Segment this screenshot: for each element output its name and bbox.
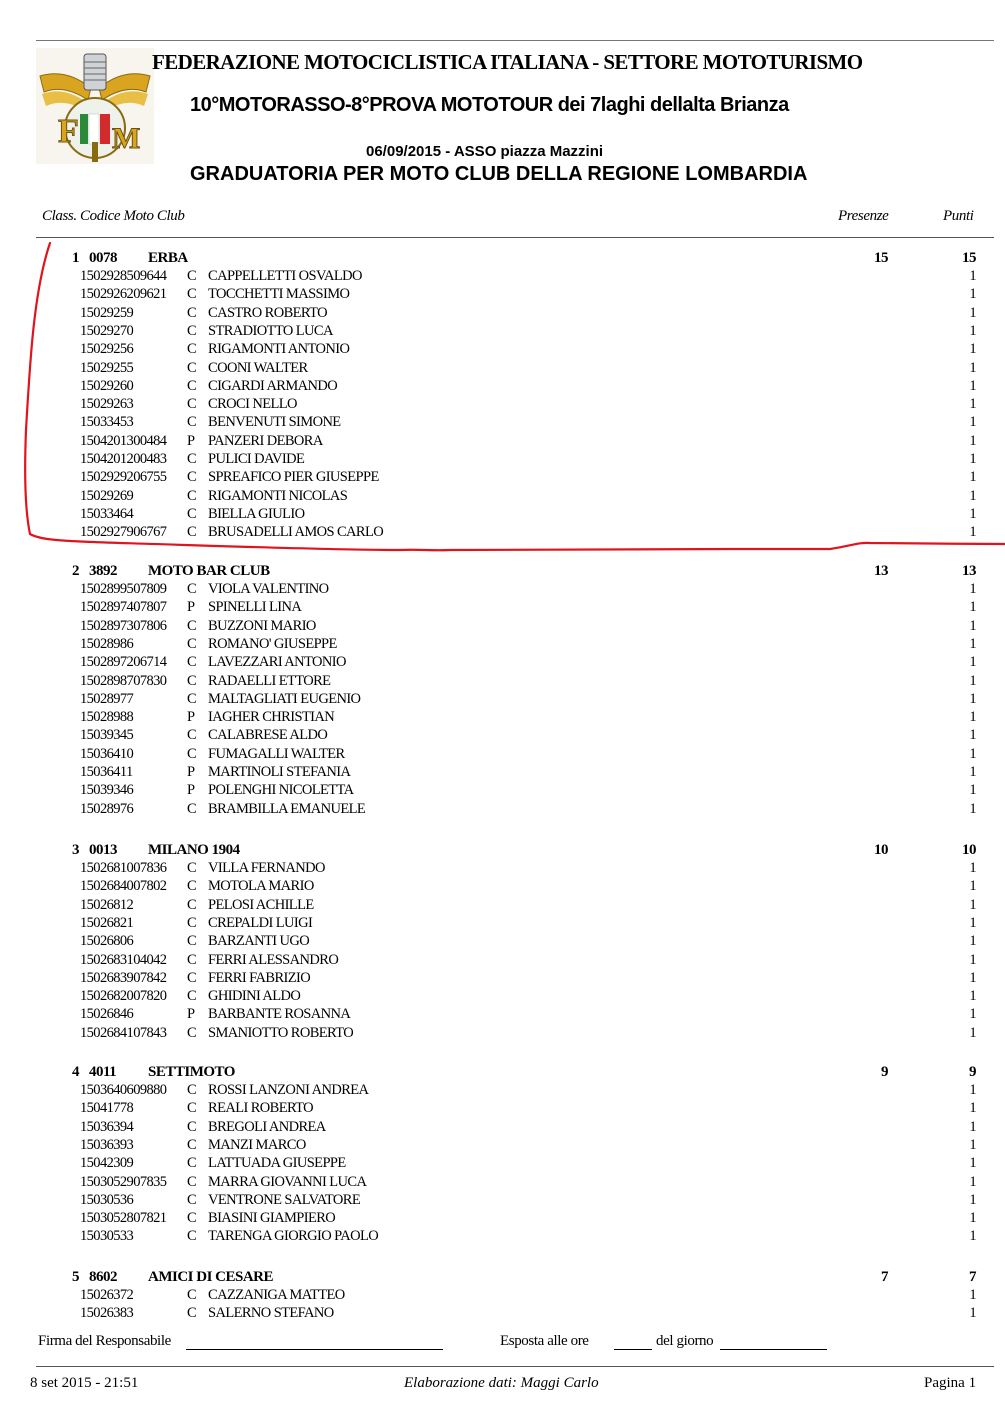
member-type: C (187, 1082, 197, 1098)
member-row (0, 915, 1005, 933)
member-row (0, 1174, 1005, 1192)
member-name: ROSSI LANZONI ANDREA (208, 1082, 369, 1098)
member-points: 1 (969, 396, 976, 413)
member-row (0, 691, 1005, 709)
member-name: RIGAMONTI NICOLAS (208, 487, 348, 504)
member-type: C (187, 672, 197, 689)
member-name: LAVEZZARI ANTONIO (208, 654, 346, 671)
member-name: FUMAGALLI WALTER (208, 745, 345, 762)
club-code: 4011 (89, 1064, 117, 1080)
member-row (0, 1287, 1005, 1305)
member-card-number: 15029259 (80, 304, 134, 321)
member-name: REALI ROBERTO (208, 1100, 314, 1117)
club-rank: 1 (72, 250, 79, 266)
member-type: C (187, 359, 197, 376)
member-row (0, 1228, 1005, 1246)
club-presenze: 13 (874, 563, 888, 579)
member-card-number: 15030533 (80, 1228, 134, 1245)
member-row (0, 1082, 1005, 1100)
club-name: SETTIMOTO (148, 1064, 235, 1080)
member-name: MOTOLA MARIO (208, 878, 314, 895)
member-points: 1 (969, 304, 976, 321)
member-name: CAPPELLETTI OSVALDO (208, 268, 362, 284)
member-points: 1 (969, 469, 976, 486)
member-type: P (187, 764, 195, 780)
member-row (0, 897, 1005, 915)
member-card-number: 1502897407807 (80, 599, 167, 616)
top-rule (36, 40, 994, 41)
member-card-number: 1502899507809 (80, 581, 167, 597)
member-row (0, 746, 1005, 764)
member-points: 1 (969, 617, 976, 634)
member-card-number: 15029260 (80, 377, 134, 394)
member-name: MARTINOLI STEFANIA (208, 764, 351, 780)
club-points: 15 (962, 250, 976, 266)
member-name: LATTUADA GIUSEPPE (208, 1155, 346, 1172)
member-row (0, 1100, 1005, 1118)
exposed-label: Esposta alle ore (500, 1333, 589, 1349)
member-card-number: 15029256 (80, 341, 134, 358)
member-type: P (187, 1006, 195, 1023)
club-code: 0078 (89, 250, 117, 266)
member-points: 1 (969, 727, 976, 744)
member-card-number: 15041778 (80, 1100, 134, 1117)
member-row (0, 433, 1005, 451)
member-name: BRAMBILLA EMANUELE (208, 800, 366, 817)
member-name: VENTRONE SALVATORE (208, 1191, 361, 1208)
page-number: Pagina 1 (924, 1375, 977, 1391)
member-row (0, 396, 1005, 414)
member-row (0, 286, 1005, 304)
member-type: C (187, 690, 197, 707)
member-row (0, 506, 1005, 524)
member-points: 1 (969, 1136, 976, 1153)
member-points: 1 (969, 1100, 976, 1117)
member-name: TOCCHETTI MASSIMO (208, 286, 350, 303)
member-points: 1 (969, 933, 976, 950)
member-name: CALABRESE ALDO (208, 727, 328, 744)
member-card-number: 15026383 (80, 1305, 134, 1322)
member-card-number: 1503052807821 (80, 1210, 167, 1227)
club-row (0, 1269, 1005, 1287)
member-card-number: 15028988 (80, 709, 134, 726)
member-points: 1 (969, 451, 976, 467)
member-name: RADAELLI ETTORE (208, 672, 331, 689)
member-name: GHIDINI ALDO (208, 988, 301, 1005)
club-rank: 4 (72, 1064, 79, 1080)
member-type: C (187, 268, 197, 284)
member-points: 1 (969, 1287, 976, 1303)
processing-credit: Elaborazione dati: Maggi Carlo (404, 1375, 599, 1391)
member-type: C (187, 969, 197, 986)
member-name: SALERNO STEFANO (208, 1305, 334, 1322)
member-points: 1 (969, 599, 976, 616)
member-points: 1 (969, 745, 976, 762)
member-row (0, 1305, 1005, 1323)
club-points: 10 (962, 842, 976, 858)
member-card-number: 15028986 (80, 635, 134, 652)
member-row (0, 801, 1005, 819)
club-code: 0013 (89, 842, 117, 858)
member-type: C (187, 951, 197, 968)
member-name: VIOLA VALENTINO (208, 581, 329, 597)
club-rank: 5 (72, 1269, 79, 1285)
member-name: PELOSI ACHILLE (208, 896, 314, 913)
member-row (0, 1155, 1005, 1173)
member-card-number: 1502681007836 (80, 860, 167, 876)
member-row (0, 933, 1005, 951)
club-presenze: 10 (874, 842, 888, 858)
member-row (0, 618, 1005, 636)
member-card-number: 15029255 (80, 359, 134, 376)
member-type: C (187, 469, 197, 486)
member-type: C (187, 914, 197, 931)
member-row (0, 341, 1005, 359)
member-type: P (187, 432, 195, 449)
club-name: MOTO BAR CLUB (148, 563, 270, 579)
club-row (0, 563, 1005, 581)
member-points: 1 (969, 914, 976, 931)
member-points: 1 (969, 878, 976, 895)
member-name: BIELLA GIULIO (208, 505, 305, 522)
member-type: C (187, 286, 197, 303)
member-row (0, 323, 1005, 341)
member-name: CREPALDI LUIGI (208, 914, 313, 931)
club-presenze: 9 (881, 1064, 888, 1080)
member-name: CAZZANIGA MATTEO (208, 1287, 345, 1303)
member-points: 1 (969, 782, 976, 799)
member-points: 1 (969, 1191, 976, 1208)
member-points: 1 (969, 1082, 976, 1098)
member-row (0, 1119, 1005, 1137)
member-row (0, 581, 1005, 599)
member-points: 1 (969, 1155, 976, 1172)
member-card-number: 1502684007802 (80, 878, 167, 895)
club-points: 13 (962, 563, 976, 579)
member-row (0, 451, 1005, 469)
club-code: 8602 (89, 1269, 117, 1285)
club-points: 9 (969, 1064, 976, 1080)
member-row (0, 1137, 1005, 1155)
signature-line (38, 1333, 171, 1350)
member-card-number: 15026821 (80, 914, 134, 931)
member-card-number: 15028976 (80, 800, 134, 817)
member-name: FERRI FABRIZIO (208, 969, 311, 986)
member-card-number: 1502683104042 (80, 951, 167, 968)
member-points: 1 (969, 341, 976, 358)
club-row (0, 1064, 1005, 1082)
member-points: 1 (969, 286, 976, 303)
member-card-number: 15026372 (80, 1287, 134, 1303)
club-points: 7 (969, 1269, 976, 1285)
member-type: C (187, 487, 197, 504)
ranking-title: GRADUATORIA PER MOTO CLUB DELLA REGIONE LOMBARDIA (190, 163, 808, 185)
club-name: MILANO 1904 (148, 842, 240, 858)
member-points: 1 (969, 377, 976, 394)
member-card-number: 1502898707830 (80, 672, 167, 689)
member-card-number: 1502928509644 (80, 268, 167, 284)
club-presenze: 15 (874, 250, 888, 266)
member-name: BARZANTI UGO (208, 933, 310, 950)
member-name: SMANIOTTO ROBERTO (208, 1024, 354, 1041)
member-card-number: 15029269 (80, 487, 134, 504)
member-type: C (187, 1191, 197, 1208)
club-rank: 2 (72, 563, 79, 579)
member-points: 1 (969, 690, 976, 707)
member-row (0, 1006, 1005, 1024)
member-type: C (187, 860, 197, 876)
member-type: P (187, 782, 195, 799)
member-points: 1 (969, 268, 976, 284)
member-row (0, 268, 1005, 286)
member-name: FERRI ALESSANDRO (208, 951, 339, 968)
member-points: 1 (969, 969, 976, 986)
member-points: 1 (969, 505, 976, 522)
member-points: 1 (969, 951, 976, 968)
event-title: 10°MOTORASSO-8°PROVA MOTOTOUR dei 7laghi dellalta Brianza (190, 94, 789, 116)
member-row (0, 305, 1005, 323)
svg-text:F: F (58, 113, 79, 150)
member-points: 1 (969, 988, 976, 1005)
member-card-number: 15036394 (80, 1118, 134, 1135)
member-name: POLENGHI NICOLETTA (208, 782, 354, 799)
member-card-number: 15026806 (80, 933, 134, 950)
club-row (0, 842, 1005, 860)
member-card-number: 15030536 (80, 1191, 134, 1208)
club-row (0, 250, 1005, 268)
member-name: STRADIOTTO LUCA (208, 322, 333, 339)
member-points: 1 (969, 764, 976, 780)
member-type: C (187, 727, 197, 744)
svg-text:M: M (112, 122, 141, 155)
member-type: C (187, 1228, 197, 1245)
member-row (0, 378, 1005, 396)
member-card-number: 15029270 (80, 322, 134, 339)
member-row (0, 414, 1005, 432)
member-row (0, 727, 1005, 745)
federation-title: FEDERAZIONE MOTOCICLISTICA ITALIANA - SETTORE MOTOTURISMO (152, 50, 863, 74)
member-card-number: 15033464 (80, 505, 134, 522)
club-name: AMICI DI CESARE (148, 1269, 274, 1285)
member-row (0, 709, 1005, 727)
member-card-number: 1504201200483 (80, 451, 167, 467)
member-row (0, 1192, 1005, 1210)
member-points: 1 (969, 581, 976, 597)
member-points: 1 (969, 487, 976, 504)
member-type: C (187, 1210, 197, 1227)
member-type: P (187, 709, 195, 726)
member-points: 1 (969, 1210, 976, 1227)
member-type: C (187, 1155, 197, 1172)
member-name: ROMANO' GIUSEPPE (208, 635, 337, 652)
member-points: 1 (969, 1024, 976, 1041)
member-row (0, 970, 1005, 988)
member-row (0, 360, 1005, 378)
member-type: C (187, 933, 197, 950)
member-type: C (187, 1305, 197, 1322)
member-row (0, 469, 1005, 487)
member-row (0, 636, 1005, 654)
member-type: C (187, 1136, 197, 1153)
member-card-number: 15033453 (80, 414, 134, 431)
member-points: 1 (969, 1305, 976, 1322)
member-type: C (187, 505, 197, 522)
member-name: VILLA FERNANDO (208, 860, 325, 876)
member-type: C (187, 396, 197, 413)
member-card-number: 1502682007820 (80, 988, 167, 1005)
member-type: P (187, 599, 195, 616)
member-points: 1 (969, 709, 976, 726)
member-name: SPREAFICO PIER GIUSEPPE (208, 469, 379, 486)
member-card-number: 15028977 (80, 690, 134, 707)
member-points: 1 (969, 800, 976, 817)
column-header-class-code-club: Class. Codice Moto Club (42, 208, 185, 224)
member-type: C (187, 524, 197, 541)
member-card-number: 1502897206714 (80, 654, 167, 671)
member-row (0, 782, 1005, 800)
member-card-number: 1502927906767 (80, 524, 167, 541)
member-type: C (187, 377, 197, 394)
member-points: 1 (969, 359, 976, 376)
member-type: C (187, 800, 197, 817)
member-type: C (187, 654, 197, 671)
member-points: 1 (969, 654, 976, 671)
member-type: C (187, 1287, 197, 1303)
member-row (0, 654, 1005, 672)
member-card-number: 15036410 (80, 745, 134, 762)
member-points: 1 (969, 524, 976, 541)
member-type: C (187, 1173, 197, 1190)
member-points: 1 (969, 672, 976, 689)
member-type: C (187, 581, 197, 597)
member-row (0, 764, 1005, 782)
member-name: CASTRO ROBERTO (208, 304, 327, 321)
member-row (0, 673, 1005, 691)
member-row (0, 952, 1005, 970)
member-type: C (187, 322, 197, 339)
member-card-number: 15036411 (80, 764, 133, 780)
member-card-number: 15026846 (80, 1006, 134, 1023)
member-name: RIGAMONTI ANTONIO (208, 341, 350, 358)
club-code: 3892 (89, 563, 117, 579)
member-name: BENVENUTI SIMONE (208, 414, 341, 431)
member-name: MARRA GIOVANNI LUCA (208, 1173, 367, 1190)
member-card-number: 1502897307806 (80, 617, 167, 634)
member-row (0, 1025, 1005, 1043)
member-type: C (187, 341, 197, 358)
member-name: MANZI MARCO (208, 1136, 306, 1153)
member-card-number: 15042309 (80, 1155, 134, 1172)
member-name: BARBANTE ROSANNA (208, 1006, 351, 1023)
member-card-number: 15039345 (80, 727, 134, 744)
member-type: C (187, 414, 197, 431)
day-label: del giorno (656, 1333, 714, 1349)
member-card-number: 15029263 (80, 396, 134, 413)
member-name: BRUSADELLI AMOS CARLO (208, 524, 384, 541)
column-header-punti: Punti (943, 208, 974, 224)
member-type: C (187, 878, 197, 895)
footer-rule (36, 1366, 994, 1367)
member-name: COONI WALTER (208, 359, 308, 376)
member-points: 1 (969, 860, 976, 876)
member-type: C (187, 1118, 197, 1135)
member-type: C (187, 745, 197, 762)
club-name: ERBA (148, 250, 188, 266)
member-type: C (187, 451, 197, 467)
member-card-number: 1503052907835 (80, 1173, 167, 1190)
member-name: PANZERI DEBORA (208, 432, 323, 449)
member-row (0, 488, 1005, 506)
member-card-number: 15026812 (80, 896, 134, 913)
day-blank (720, 1349, 827, 1350)
member-type: C (187, 896, 197, 913)
club-rank: 3 (72, 842, 79, 858)
member-type: C (187, 617, 197, 634)
member-card-number: 1502926209621 (80, 286, 167, 303)
member-card-number: 1502929206755 (80, 469, 167, 486)
member-name: TARENGA GIORGIO PAOLO (208, 1228, 379, 1245)
member-card-number: 1502684107843 (80, 1024, 167, 1041)
member-type: C (187, 1100, 197, 1117)
member-points: 1 (969, 896, 976, 913)
member-name: SPINELLI LINA (208, 599, 302, 616)
member-name: MALTAGLIATI EUGENIO (208, 690, 361, 707)
member-card-number: 15039346 (80, 782, 134, 799)
member-name: BUZZONI MARIO (208, 617, 316, 634)
member-points: 1 (969, 1118, 976, 1135)
print-date: 8 set 2015 - 21:51 (30, 1375, 139, 1391)
member-name: IAGHER CHRISTIAN (208, 709, 335, 726)
member-card-number: 15036393 (80, 1136, 134, 1153)
member-name: CROCI NELLO (208, 396, 297, 413)
member-type: C (187, 304, 197, 321)
signature-label: Firma del Responsabile (38, 1333, 171, 1349)
member-row (0, 524, 1005, 542)
header-rule (36, 237, 994, 238)
member-points: 1 (969, 635, 976, 652)
member-row (0, 988, 1005, 1006)
member-type: C (187, 1024, 197, 1041)
member-row (0, 860, 1005, 878)
member-name: BREGOLI ANDREA (208, 1118, 326, 1135)
member-type: C (187, 988, 197, 1005)
member-points: 1 (969, 414, 976, 431)
event-date-place: 06/09/2015 - ASSO piazza Mazzini (366, 143, 604, 160)
fmi-logo-icon (36, 48, 154, 164)
member-type: C (187, 635, 197, 652)
member-card-number: 1503640609880 (80, 1082, 167, 1098)
column-header-presenze: Presenze (838, 208, 889, 224)
member-card-number: 1504201300484 (80, 432, 167, 449)
member-name: PULICI DAVIDE (208, 451, 305, 467)
member-points: 1 (969, 1228, 976, 1245)
member-name: CIGARDI ARMANDO (208, 377, 338, 394)
member-card-number: 1502683907842 (80, 969, 167, 986)
club-presenze: 7 (881, 1269, 888, 1285)
member-points: 1 (969, 1173, 976, 1190)
time-blank (614, 1349, 652, 1350)
member-points: 1 (969, 1006, 976, 1023)
member-row (0, 599, 1005, 617)
member-name: BIASINI GIAMPIERO (208, 1210, 336, 1227)
member-points: 1 (969, 322, 976, 339)
signature-blank (186, 1349, 443, 1350)
member-row (0, 878, 1005, 896)
member-row (0, 1210, 1005, 1228)
member-points: 1 (969, 432, 976, 449)
